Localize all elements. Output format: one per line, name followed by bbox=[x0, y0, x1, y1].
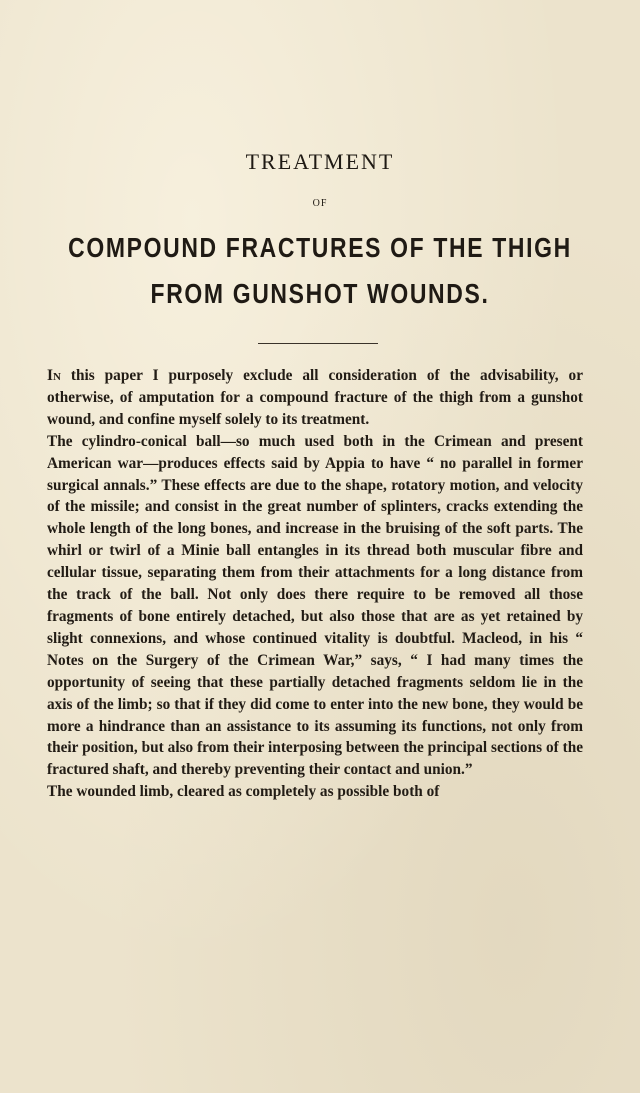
title-divider bbox=[258, 343, 378, 344]
subtitle-line-1: COMPOUND FRACTURES OF THE THIGH bbox=[68, 232, 572, 263]
paragraph-3 bbox=[47, 781, 583, 803]
paragraph-2-text: The cylindro-conical ball—so much used both in the Crimean and present American war—produces effects said by Appia to have “ no parallel in former surgical annals.” These effects are due to the shape, rotatory motion, and velocity of the missile; and consist in the great number of splinters, cracks extending the whole length of the long bones, and increase in the bruising of the soft parts. The whirl or twirl of a Minie ball entangles in its thread both muscular fibre and cellular tissue, separating them from their attachments for a long distance from the track of the ball. Not only does there require to be removed all those fragments of bone entirely detached, but also those that are as yet retained by slight connexions, and whose continued vitality is doubtful. Macleod, in his “ Notes on the Surgery of the Crimean War,” says, “ I had many times the opportunity of seeing that these partially detached fragments seldom lie in the axis of the limb; so that if they did come to enter into the new bone, they would be more a hindrance than an assistance to its assuming its functions, not only from their position, but also from their interposing between the principal sections of the fractured shaft, and thereby preventing their contact and union.” bbox=[47, 432, 583, 779]
paragraph-1-lead: In bbox=[47, 367, 61, 384]
paragraph-1 bbox=[47, 365, 583, 431]
paragraph-2 bbox=[47, 431, 583, 782]
paragraph-3-text: The wounded limb, cleared as completely as possible both of bbox=[47, 783, 440, 801]
subtitle-line-2: FROM GUNSHOT WOUNDS. bbox=[150, 278, 490, 309]
title-connector: OF bbox=[312, 198, 328, 209]
paragraph-1-text: this paper I purposely exclude all consideration of the advisability, or otherwise, of amputation for a compound fracture of the thigh from a gunshot wound, and confine myself solely to its treatment. bbox=[47, 367, 583, 428]
page-title: TREATMENT bbox=[245, 149, 395, 174]
body-text bbox=[47, 365, 583, 803]
